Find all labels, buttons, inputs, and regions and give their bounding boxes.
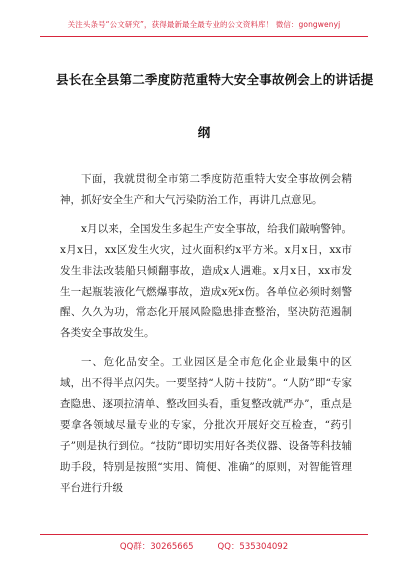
paragraph-incidents: x月以来，全国发生多起生产安全事故，给我们敲响警钟。x月x日，xx区发生火灾，过火面积约x平方米。x月x日，xx市发生非法改装船只倾翻事故，造成x人遇难。x月x日，xx市发生一起瓶装液化气燃爆事故，造成x死x伤。各单位必须时刻警醒、久久为功，常态化开展风险隐患排查整治，坚决防范遏制各类安全事故发生。 xyxy=(60,222,352,340)
header-divider xyxy=(40,36,368,37)
footer xyxy=(0,540,408,552)
paragraph-hazardous-chemicals: 一、危化品安全。工业园区是全市危化企业最集中的区域，出不得半点闪失。一要坚持“人防＋技防”。“人防”即“专家查隐患、逐项拉清单、整改回头看，重复整改就严办”，重点是要拿各领域尽量专业的专家，分批次开展好交互检查，“药引子”则是执行到位。“技防”即切实用好各类仪器、设备等科技辅助手段，特别是按照“实用、简便、准确”的原则，对智能管理平台进行升级 xyxy=(60,356,352,494)
paragraph-intro: 下面，我就贯彻全市第二季度防范重特大安全事故例会精神，抓好安全生产和大气污染防治工作，再讲几点意见。 xyxy=(60,173,352,206)
footer-qq: QQ：535304092 xyxy=(217,542,289,552)
footer-qq-group: QQ群：30265665 xyxy=(119,542,194,552)
footer-divider xyxy=(40,534,368,535)
document-body xyxy=(60,169,352,499)
header-banner: 关注头条号“公文研究”，获得最新最全最专业的公文资料库！ 微信：gongwenyj xyxy=(67,20,341,29)
document-title-continuation: 纲 xyxy=(197,125,211,140)
document-title: 县长在全县第二季度防范重特大安全事故例会上的讲话提 xyxy=(56,72,374,87)
